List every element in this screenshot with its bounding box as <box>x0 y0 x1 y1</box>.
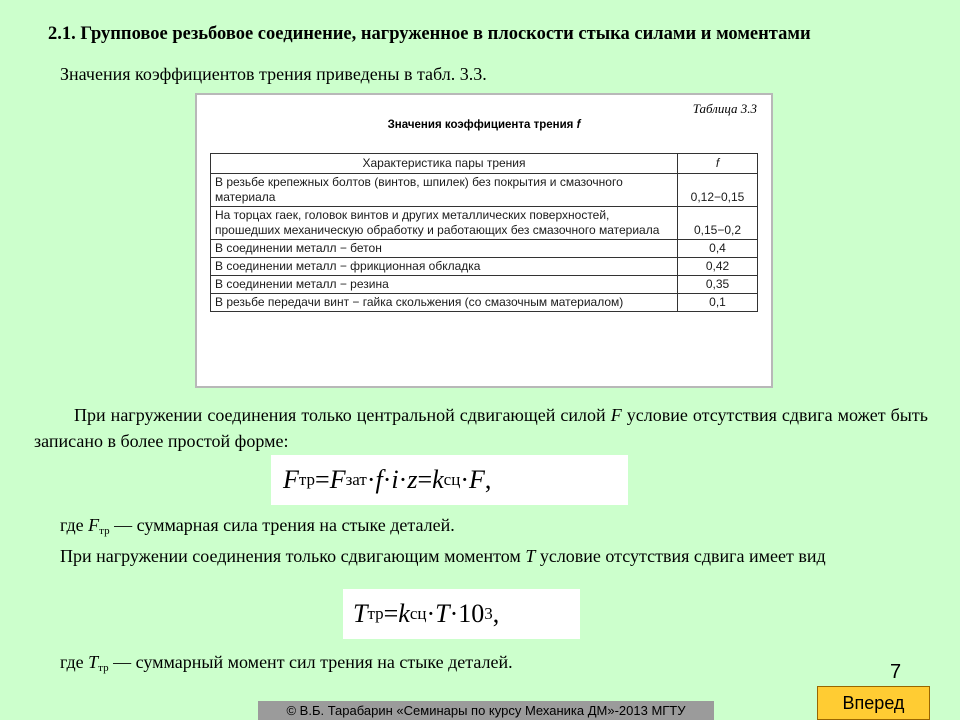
table-number: Таблица 3.3 <box>692 101 757 116</box>
table-cell-description: В резьбе крепежных болтов (винтов, шпилек) без покрытия и смазочного материала <box>211 174 678 207</box>
table-row <box>211 207 758 240</box>
table-title: Значения коэффициента трения f <box>387 119 581 131</box>
friction-table-figure <box>195 93 773 388</box>
where-friction-force: где $F_{тр}$ — суммарная сила трения на стыке деталей. <box>60 515 455 537</box>
footer-copyright: © В.Б. Тарабарин «Семинары по курсу Механика ДМ»-2013 МГТУ <box>258 701 714 720</box>
table-row <box>211 174 758 207</box>
column-header-f: f <box>678 154 758 174</box>
table-cell-f: 0,42 <box>678 258 758 276</box>
slide-heading: 2.1. Групповое резьбовое соединение, нагруженное в плоскости стыка силами и моментами <box>48 24 811 44</box>
paragraph-moment: При нагружении соединения только сдвигающим моментом T условие отсутствия сдвига имеет вид <box>60 546 826 566</box>
table-cell-f: 0,4 <box>678 240 758 258</box>
table-cell-f: 0,1 <box>678 294 758 312</box>
page-number: 7 <box>890 661 902 683</box>
column-header-description: Характеристика пары трения <box>211 154 678 174</box>
friction-moment-formula: T тр = k сц · T · 10 3 , <box>343 589 580 639</box>
table-cell-description: На торцах гаек, головок винтов и других металлических поверхностей, прошедших механическую обработку и работающих без смазочного материала <box>211 207 678 240</box>
friction-coefficient-table <box>210 153 758 312</box>
table-cell-description: В соединении металл − фрикционная обкладка <box>211 258 678 276</box>
table-cell-description: В соединении металл − резина <box>211 276 678 294</box>
intro-text: Значения коэффициентов трения приведены в табл. 3.3. <box>60 64 487 84</box>
table-cell-description: В соединении металл − бетон <box>211 240 678 258</box>
table-cell-f: 0,12−0,15 <box>678 174 758 207</box>
table-cell-f: 0,15−0,2 <box>678 207 758 240</box>
table-header-row <box>211 154 758 174</box>
table-row <box>211 294 758 312</box>
paragraph-central-force: При нагружении соединения только центральной сдвигающей силой F условие отсутствия сдвига может быть записано в более простой форме: <box>34 405 928 451</box>
friction-force-formula: F тр = F зат · f · i · z = k сц · F , <box>271 455 628 505</box>
next-button[interactable]: Вперед <box>817 686 930 720</box>
table-cell-description: В резьбе передачи винт − гайка скольжения (со смазочным материалом) <box>211 294 678 312</box>
table-row <box>211 276 758 294</box>
table-cell-f: 0,35 <box>678 276 758 294</box>
table-row <box>211 258 758 276</box>
table-row <box>211 240 758 258</box>
where-friction-moment: где $T_{тр}$ — суммарный момент сил трения на стыке деталей. <box>60 652 513 674</box>
